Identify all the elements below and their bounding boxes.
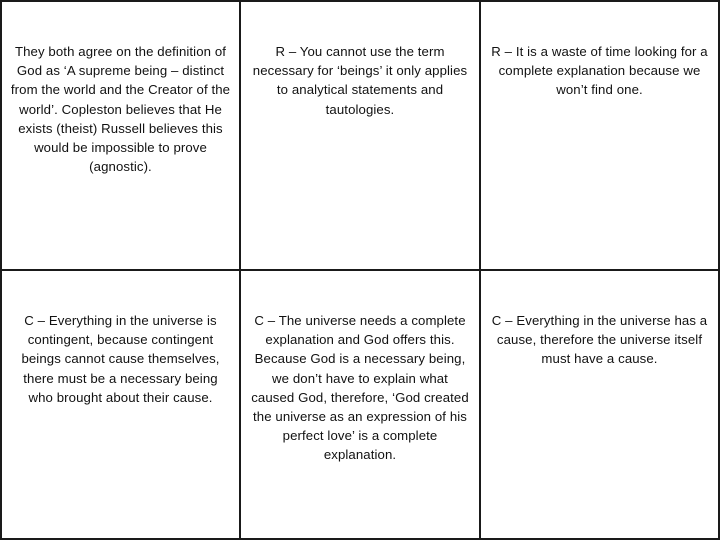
card-russell-complete-explanation bbox=[480, 0, 720, 270]
card-text: They both agree on the definition of God as ‘A supreme being – distinct from the world and the Creator of the world’. Copleston believes that He exists (theist) Russell believes this would be impossible to prove (agnostic). bbox=[10, 44, 231, 175]
card-text: C – The universe needs a complete explanation and God offers this. Because God is a necessary being, we don’t have to explain what caused God, therefore, ‘God created the universe as an expression of his perfect love’ is a complete explanation. bbox=[251, 313, 469, 463]
card-russell-necessary-term bbox=[240, 0, 480, 270]
card-text: C – Everything in the universe has a cause, therefore the universe itself must have a cause. bbox=[491, 313, 708, 367]
card-copleston-complete-explanation bbox=[240, 270, 480, 540]
card-copleston-contingent bbox=[0, 270, 240, 540]
card-text: R – It is a waste of time looking for a complete explanation because we won’t find one. bbox=[491, 44, 708, 98]
card-text: C – Everything in the universe is contingent, because contingent beings cannot cause themselves, there must be a necessary being who brought about their cause. bbox=[21, 313, 220, 405]
card-agreement bbox=[0, 0, 240, 270]
card-copleston-cause bbox=[480, 270, 720, 540]
card-text: R – You cannot use the term necessary for ‘beings’ it only applies to analytical statements and tautologies. bbox=[252, 44, 468, 117]
